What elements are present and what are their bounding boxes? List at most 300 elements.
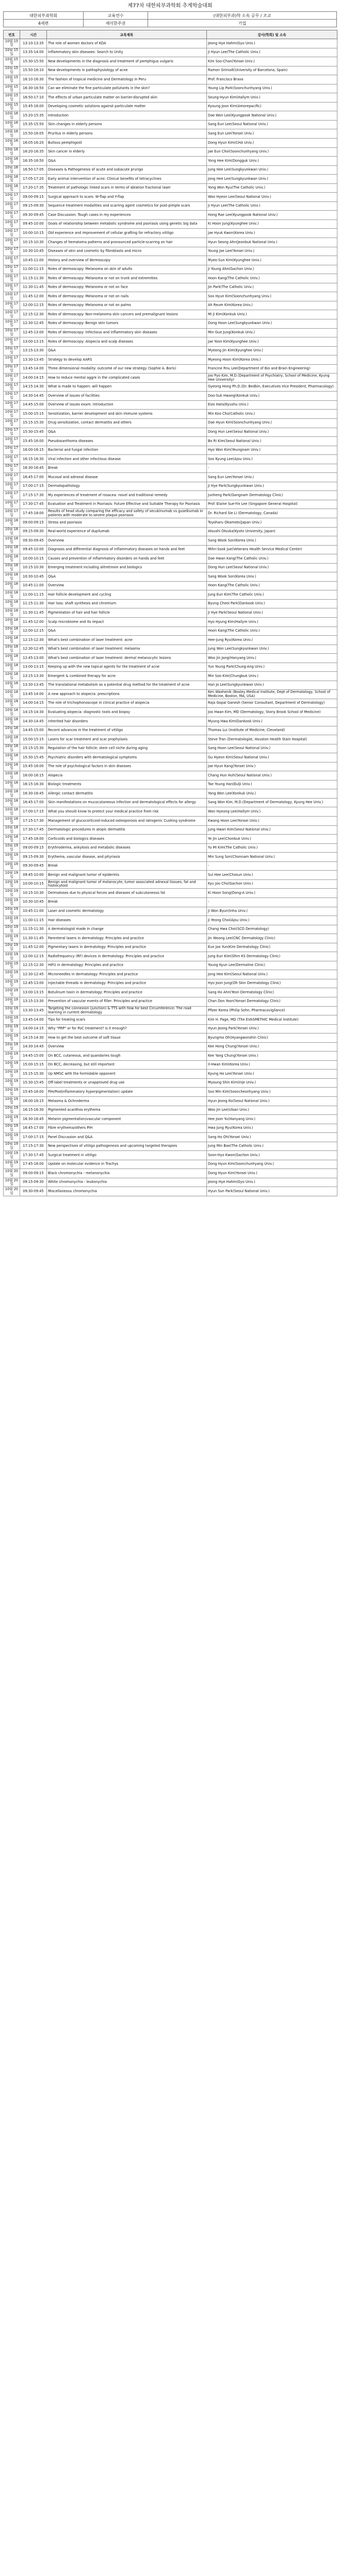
row-time: 13:15-13:30 xyxy=(20,346,47,355)
row-date: 10월 16일 xyxy=(4,183,20,193)
row-title: Dermatologic procedures in atopic dermatitis xyxy=(47,825,207,835)
row-date: 10월 16일 xyxy=(4,147,20,157)
row-time: 12:45-13:00 xyxy=(20,654,47,663)
row-speaker: Toyoharu Okamoto(Japan Univ.) xyxy=(207,518,337,527)
row-time: 13:45-14:00 xyxy=(20,690,47,699)
row-date: 10월 17일 xyxy=(4,473,20,482)
row-date: 10월 18일 xyxy=(4,618,20,627)
row-title: Bullous pemphigoid xyxy=(47,139,207,148)
table-row xyxy=(4,771,337,781)
document-title: 제77차 대한피부과학회 추계학술대회 xyxy=(127,3,213,9)
row-time: 09:45-10:00 xyxy=(20,871,47,880)
row-speaker: Sang Ho Oh(Yonsei Univ.) xyxy=(207,1133,337,1142)
row-time: 14:00-14:15 xyxy=(20,699,47,708)
row-time: 09:15-09:30 xyxy=(20,201,47,211)
row-time: 09:30-09:45 xyxy=(20,211,47,220)
row-title: Can we eliminate the fine particulate pollutants in the skin? xyxy=(47,84,207,93)
row-date: 10월 18일 xyxy=(4,626,20,636)
row-date: 10월 19일 xyxy=(4,943,20,952)
table-row xyxy=(4,464,337,473)
row-speaker: Kyung Ho Lee(Yonsei Univ.) xyxy=(207,1070,337,1079)
row-date: 10월 19일 xyxy=(4,1060,20,1070)
row-title: Stress and psoriasis xyxy=(47,518,207,527)
row-speaker: Ji Hyun Lee(The Catholic Univ.) xyxy=(207,48,337,57)
row-speaker: Gyeong Hong Ph.D.(Dr. Bedbin, Executives Vice President, Pharmacology) xyxy=(207,382,337,392)
row-time: 09:45-10:00 xyxy=(20,545,47,554)
table-row xyxy=(4,418,337,428)
row-title: Three dimensional modality: outcome of our new strategy (Sophie A. Boris) xyxy=(47,364,207,374)
row-title: Keeping up with the new topical agents for the treatment of acne xyxy=(47,663,207,672)
info-row xyxy=(4,20,337,27)
table-row xyxy=(4,1160,337,1169)
row-speaker: Ramon Grimalt(University of Barcelona, Spain) xyxy=(207,66,337,75)
row-date: 10월 17일 xyxy=(4,374,20,383)
row-date: 10월 17일 xyxy=(4,219,20,229)
row-speaker: Joo Pyo Kim, M.D.(Department of Psychiatry, School of Medicine, Kyung Hee University) xyxy=(207,374,337,383)
row-date: 10월 18일 xyxy=(4,735,20,744)
row-date: 10월 17일 xyxy=(4,193,20,202)
table-row xyxy=(4,871,337,880)
row-title: Miscellaneous chromonychia xyxy=(47,1187,207,1196)
row-speaker: Jong Hee Kim(Seoul National Univ.) xyxy=(207,970,337,979)
row-title: New perspectives of vitiligo pathogenesis and upcoming targeted therapies xyxy=(47,1142,207,1151)
row-time: 13:00-13:15 xyxy=(20,663,47,672)
row-speaker: Jung Hee Lee(Sungkyunkwan Univ.) xyxy=(207,165,337,175)
table-row xyxy=(4,563,337,572)
row-title: Diseases & Pathogenesis of acute and subacute prurigo xyxy=(47,165,207,175)
row-title: Drug sensitization, contact dermatitis and others xyxy=(47,418,207,428)
row-date: 10월 15일 xyxy=(4,48,20,57)
row-time: 17:20-17:35 xyxy=(20,183,47,193)
row-date: 10월 18일 xyxy=(4,789,20,799)
row-title: Botulinum toxin in dermatology: Principles and practice xyxy=(47,988,207,997)
row-time: 11:15-11:30 xyxy=(20,925,47,934)
row-speaker: Sang Eun Lee(Yonsei Univ.) xyxy=(207,473,337,482)
row-title: Roles of dermoscopy: Melanoma on skin of adults xyxy=(47,265,207,274)
row-title: On BCC, cutaneous, and quandaries tough xyxy=(47,1052,207,1061)
row-speaker: - xyxy=(207,464,337,473)
row-title: New developments in pathophysiology of acne xyxy=(47,66,207,75)
row-title: Roles of dermoscopy: Melanoma or not on trunk and extremities xyxy=(47,274,207,283)
row-title: Q&A xyxy=(47,157,207,166)
row-time: 15:35-15:50 xyxy=(20,120,47,129)
row-time: 14:30-14:45 xyxy=(20,1042,47,1052)
row-date: 10월 18일 xyxy=(4,807,20,817)
row-date: 10월 17일 xyxy=(4,337,20,347)
row-date: 10월 18일 xyxy=(4,780,20,789)
row-speaker: Hee Joon Yu(Hanyang Univ.) xyxy=(207,1115,337,1124)
row-speaker: Atsushi Otsuka(Kyoto University, Japan) xyxy=(207,527,337,536)
row-time: 17:00-17:15 xyxy=(20,1133,47,1142)
row-time: 15:50-16:10 xyxy=(20,66,47,75)
row-date: 10월 18일 xyxy=(4,645,20,654)
table-row xyxy=(4,536,337,546)
table-row xyxy=(4,410,337,419)
row-speaker: Myung Hwa Kim(Dankook Univ.) xyxy=(207,717,337,726)
row-time: 10:45-11:00 xyxy=(20,581,47,590)
table-row xyxy=(4,618,337,627)
table-row xyxy=(4,825,337,835)
info-cell: 기업 xyxy=(148,20,337,27)
row-speaker: Ken Washenik (Bosley Medical Institute, Dept of Dermatology, School of Medicine, Boston, MA, USA) xyxy=(207,690,337,699)
table-row xyxy=(4,518,337,527)
row-time: 10:45-11:00 xyxy=(20,907,47,916)
table-row xyxy=(4,708,337,717)
row-title: What's best combination of laser treatment: dermal melanocytic lesions xyxy=(47,654,207,663)
row-title: PIH/Postinflammatory hyperpigmentation) update xyxy=(47,1088,207,1097)
row-speaker: Junheng Park(Gangnam Dermatology Clinic) xyxy=(207,491,337,500)
row-time: 10:00-10:15 xyxy=(20,554,47,564)
row-date: 10월 17일 xyxy=(4,382,20,392)
row-time: 16:30-16:45 xyxy=(20,464,47,473)
row-time: 11:30-11:45 xyxy=(20,934,47,943)
row-date: 10월 19일 xyxy=(4,1078,20,1088)
row-speaker: Hyun Jeong Ko(Seoul National Univ.) xyxy=(207,1096,337,1106)
row-time: 16:30-16:50 xyxy=(20,84,47,93)
row-time: 15:20-15:35 xyxy=(20,111,47,121)
row-title: Injectable threads in dermatology: Principles and practice xyxy=(47,979,207,988)
row-title: Mucosal and adnexal disease xyxy=(47,473,207,482)
row-date: 10월 16일 xyxy=(4,139,20,148)
table-row xyxy=(4,861,337,871)
row-time: 17:15-17:30 xyxy=(20,491,47,500)
row-time: 15:00-15:15 xyxy=(20,735,47,744)
row-title: Developing cosmetic solutions against particulate matter xyxy=(47,102,207,111)
row-time: 16:15-16:30 xyxy=(20,1106,47,1115)
row-speaker: Dae Hyun Kim(Soonchunhyang Univ.) xyxy=(207,418,337,428)
table-row xyxy=(4,428,337,437)
row-speaker: Sul Hee Lee(Chosun Univ.) xyxy=(207,871,337,880)
row-title: Hair follicle development and cycling xyxy=(47,590,207,600)
column-header-date: 번호 xyxy=(4,30,20,39)
row-title: Q&A xyxy=(47,428,207,437)
table-row xyxy=(4,1088,337,1097)
row-date: 10월 17일 xyxy=(4,392,20,401)
table-row xyxy=(4,817,337,826)
row-speaker: Byungmo Oh(Hyangwonshin Clinic) xyxy=(207,1033,337,1043)
row-date: 10월 17일 xyxy=(4,346,20,355)
row-time: 09:30-09:45 xyxy=(20,536,47,546)
row-title: HIFU in dermatology: Principles and practice xyxy=(47,961,207,970)
row-time: 10:30-10:45 xyxy=(20,247,47,256)
table-row xyxy=(4,183,337,193)
table-row xyxy=(4,889,337,898)
row-date: 10월 19일 xyxy=(4,1142,20,1151)
row-title: Viral infection and other infectious disease xyxy=(47,455,207,464)
row-time: 16:45-17:00 xyxy=(20,1124,47,1133)
table-row xyxy=(4,509,337,518)
table-row xyxy=(4,1124,337,1133)
row-speaker: Myeo-Sun Kim(Kyunghee Univ.) xyxy=(207,256,337,265)
row-date: 10월 19일 xyxy=(4,916,20,925)
table-row xyxy=(4,970,337,979)
row-title: Emerging treatment including alitretinoin and biologics xyxy=(47,563,207,572)
row-title: White chromonychia - leukonychia xyxy=(47,1178,207,1187)
row-speaker: Hoon Kang(The Catholic Univ.) xyxy=(207,274,337,283)
table-row xyxy=(4,925,337,934)
row-time: 12:15-12:30 xyxy=(20,636,47,645)
table-row xyxy=(4,292,337,301)
row-time: 10:15-10:30 xyxy=(20,238,47,247)
row-date: 10월 15일 xyxy=(4,84,20,93)
row-speaker: Dong Hoon Lee(Sungkyunkwan Univ.) xyxy=(207,319,337,328)
table-row xyxy=(4,681,337,690)
row-title: Roles of dermoscopy: Melanoma or not on palms xyxy=(47,301,207,310)
row-date: 10월 18일 xyxy=(4,699,20,708)
row-title: Pigmentary lasers in dermatology: Principles and practice xyxy=(47,943,207,952)
row-title: Diseases of skin and cosmetic by fibroblasts and micro xyxy=(47,247,207,256)
table-row xyxy=(4,636,337,645)
row-title: Inflammatory skin diseases: Search to Unity xyxy=(47,48,207,57)
row-date: 10월 17일 xyxy=(4,256,20,265)
row-title: Benign and malignant tumor of melanocyte, tumor associated adnexal tissues, fat and histiocytoid xyxy=(47,879,207,889)
row-date: 10월 18일 xyxy=(4,554,20,564)
row-time: 14:45-15:00 xyxy=(20,400,47,410)
table-row xyxy=(4,897,337,907)
row-time: 16:15-16:30 xyxy=(20,455,47,464)
row-date: 10월 17일 xyxy=(4,455,20,464)
table-row xyxy=(4,879,337,889)
row-title: The effects of urban particulate matter on barrier-disrupted skin xyxy=(47,93,207,103)
row-speaker: - xyxy=(207,897,337,907)
row-title: Psychiatric disorders with dermatological symptoms xyxy=(47,753,207,762)
row-date: 10월 19일 xyxy=(4,1052,20,1061)
row-speaker: Sang Won Kim, M.D.(Department of Dermatology, Kyung Hee Univ.) xyxy=(207,798,337,807)
row-date: 10월 17일 xyxy=(4,292,20,301)
row-date: 10월 18일 xyxy=(4,717,20,726)
row-date: 10월 20일 xyxy=(4,1187,20,1196)
table-row xyxy=(4,1096,337,1106)
table-row xyxy=(4,139,337,148)
row-title: Skin cancer in elderly xyxy=(47,147,207,157)
row-title: Old experience and improvement of cellular grafting for refractory vitiligo xyxy=(47,229,207,238)
table-row xyxy=(4,1115,337,1124)
row-title: Sensitization, barrier development and skin immune systems xyxy=(47,410,207,419)
table-row xyxy=(4,337,337,347)
row-time: 11:45-12:00 xyxy=(20,943,47,952)
row-speaker: Ye Jin Lee(Chonbuk Univ.) xyxy=(207,835,337,844)
row-title: Erythema, vascular disease, and pityriasis xyxy=(47,853,207,862)
row-title: Overview xyxy=(47,1042,207,1052)
row-title: Roles of dermoscopy: Melanoma or not on face xyxy=(47,283,207,292)
row-title: Overview of issues of facilities xyxy=(47,392,207,401)
row-speaker: Yong Won Ryu(The Catholic Univ.) xyxy=(207,183,337,193)
row-date: 10월 17일 xyxy=(4,500,20,509)
row-time: 13:15-13:30 xyxy=(20,997,47,1006)
row-title: Prevention of vascular events of filler: Principles and practice xyxy=(47,997,207,1006)
table-header-row xyxy=(4,30,337,39)
table-row xyxy=(4,599,337,608)
row-speaker: Ki Hoon Song(Dong-A Univ.) xyxy=(207,889,337,898)
row-speaker: Han Jo Lee(Sungkyunkwan Univ.) xyxy=(207,681,337,690)
table-row xyxy=(4,527,337,536)
table-row xyxy=(4,111,337,121)
row-time: 09:15-09:30 xyxy=(20,527,47,536)
row-title: Melanin pigmentation/vascular component xyxy=(47,1115,207,1124)
table-row xyxy=(4,446,337,455)
row-date: 10월 19일 xyxy=(4,1096,20,1106)
row-time: 15:45-16:00 xyxy=(20,437,47,446)
row-time: 10:15-10:30 xyxy=(20,889,47,898)
row-time: 15:15-15:30 xyxy=(20,744,47,753)
table-row xyxy=(4,346,337,355)
table-row xyxy=(4,997,337,1006)
row-speaker: Jung Won Lee(Sungkyunkwan Univ.) xyxy=(207,645,337,654)
row-speaker: Dr. Richard Sie Li (Dermatology, Canada) xyxy=(207,509,337,518)
row-date: 10월 15일 xyxy=(4,66,20,75)
row-time: 12:15-12:30 xyxy=(20,961,47,970)
row-time: 17:45-18:00 xyxy=(20,835,47,844)
row-time: 13:15-13:30 xyxy=(20,672,47,681)
row-time: 09:00-09:15 xyxy=(20,843,47,853)
row-date: 10월 17일 xyxy=(4,464,20,473)
table-row xyxy=(4,943,337,952)
table-row xyxy=(4,1070,337,1079)
row-speaker: Myoung Shin Kim(Inje Univ.) xyxy=(207,1078,337,1088)
table-row xyxy=(4,1042,337,1052)
row-speaker: Jung Eun Kim(The Catholic Univ.) xyxy=(207,590,337,600)
table-row xyxy=(4,1052,337,1061)
row-title: Overview xyxy=(47,581,207,590)
row-time: 14:30-14:45 xyxy=(20,392,47,401)
info-row xyxy=(4,12,337,20)
row-speaker: Min Sung Son(Chonnam National Univ.) xyxy=(207,853,337,862)
row-time: 09:15-09:30 xyxy=(20,1178,47,1187)
row-speaker: Kim H. Page, MD (The EVASMETHIC Medical Institute) xyxy=(207,1015,337,1025)
row-speaker: Yang Won Lee(Konkuk Univ.) xyxy=(207,789,337,799)
row-time: 09:00-09:15 xyxy=(20,518,47,527)
table-row xyxy=(4,382,337,392)
row-time: 16:20-16:35 xyxy=(20,147,47,157)
row-date: 10월 19일 xyxy=(4,1015,20,1025)
row-date: 10월 18일 xyxy=(4,608,20,618)
row-time: 15:00-15:15 xyxy=(20,410,47,419)
row-title: Roles of dermoscopy: Melanoma or not on nails xyxy=(47,292,207,301)
row-time: 14:15-14:30 xyxy=(20,1033,47,1043)
row-title: Hair diseases xyxy=(47,916,207,925)
row-speaker: Jung Eun Kim(Ohm KS Dermatology Clinic) xyxy=(207,952,337,961)
row-date: 10월 17일 xyxy=(4,482,20,491)
row-speaker: Sang Ho Ahn(Yeon Dermatology Clinic) xyxy=(207,988,337,997)
row-title: What's best combination of laser treatment: acne xyxy=(47,636,207,645)
row-time: 10:00-10:15 xyxy=(20,879,47,889)
row-title: Microneedles in dermatology: Principles and practice xyxy=(47,970,207,979)
row-title: Fibre erythema/others PIH xyxy=(47,1124,207,1133)
row-title: Update on molecular evidence in Trachys xyxy=(47,1160,207,1169)
row-title: Pseudoxanthoma diseases xyxy=(47,437,207,446)
table-row xyxy=(4,952,337,961)
row-speaker: Kim Soo-Chan(Yonsei Univ.) xyxy=(207,57,337,66)
table-row xyxy=(4,645,337,654)
row-time: 15:30-15:45 xyxy=(20,753,47,762)
table-row xyxy=(4,1006,337,1015)
row-date: 10월 16일 xyxy=(4,157,20,166)
row-time: 17:45-18:00 xyxy=(20,509,47,518)
table-row xyxy=(4,961,337,970)
row-title: Dermatoses due to physical forces and diseases of subcutaneous fat xyxy=(47,889,207,898)
row-speaker: Kyoung Joon Kim(Amorepacific) xyxy=(207,102,337,111)
table-row xyxy=(4,301,337,310)
table-row xyxy=(4,988,337,997)
row-date: 10월 17일 xyxy=(4,229,20,238)
row-speaker: Jae Hyun Kang(Yonsei Univ.) xyxy=(207,762,337,771)
row-time: 11:00-11:15 xyxy=(20,590,47,600)
row-date: 10월 17일 xyxy=(4,211,20,220)
row-speaker: Jae Eun Choi(Soonchunhyang Univ.) xyxy=(207,147,337,157)
table-row xyxy=(4,717,337,726)
row-speaker: Thomas Lui (Institute of Medicine, Cleveland) xyxy=(207,726,337,735)
row-title: Pigmentation of hair and hair follicle xyxy=(47,608,207,618)
row-title: Causes and prevention of inflammatory disorders on hands and feet xyxy=(47,554,207,564)
row-date: 10월 18일 xyxy=(4,753,20,762)
row-title: Allergic contact dermatitis xyxy=(47,789,207,799)
row-date: 10월 19일 xyxy=(4,1106,20,1115)
row-date: 10월 17일 xyxy=(4,410,20,419)
row-title: Diagnosis and differential diagnosis of inflammatory diseases on hands and feet xyxy=(47,545,207,554)
table-row xyxy=(4,392,337,401)
row-date: 10월 19일 xyxy=(4,961,20,970)
row-time: 15:50-16:05 xyxy=(20,129,47,139)
row-time: 11:00-11:15 xyxy=(20,265,47,274)
row-title: Strategy to develop AARS xyxy=(47,355,207,365)
table-row xyxy=(4,482,337,491)
row-title: A new approach to alopecia: prescriptions xyxy=(47,690,207,699)
row-title: Case Discussion: Tough cases in my experiences xyxy=(47,211,207,220)
row-date: 10월 17일 xyxy=(4,283,20,292)
row-time: 10:00-10:15 xyxy=(20,229,47,238)
column-header-speaker: 강사(학회) 및 소속 xyxy=(207,30,337,39)
row-date: 10월 18일 xyxy=(4,572,20,582)
table-row xyxy=(4,219,337,229)
row-speaker: Joo Hwan Kim, MD (Dermatology, Stony Brook School of Medicine) xyxy=(207,708,337,717)
table-row xyxy=(4,726,337,735)
row-time: 12:30-12:45 xyxy=(20,319,47,328)
row-title: Melasma & Ochroderma xyxy=(47,1096,207,1106)
row-speaker: Eun Joo Yun(Kim Dermatology Clinic) xyxy=(207,943,337,952)
row-speaker: Ji Hye Park(Seoul National Univ.) xyxy=(207,608,337,618)
row-title: Surgical approach to scars: W-flap and Y-flap xyxy=(47,193,207,202)
row-title: Bacterial and fungal infection xyxy=(47,446,207,455)
row-speaker: Hyo Won Kim(Yeungnam Univ.) xyxy=(207,446,337,455)
table-row xyxy=(4,1142,337,1151)
info-table xyxy=(3,11,337,27)
row-time: 16:35-16:50 xyxy=(20,157,47,166)
row-time: 09:30-09:45 xyxy=(20,861,47,871)
table-row xyxy=(4,437,337,446)
row-date: 10월 19일 xyxy=(4,1133,20,1142)
table-row xyxy=(4,1033,337,1043)
table-row xyxy=(4,590,337,600)
row-speaker: Jeong Hye Hahm(Gyo Univ.) xyxy=(207,39,337,48)
row-speaker: Ki Hoon Jung(Kyunghee Univ.) xyxy=(207,219,337,229)
row-time: 15:15-15:30 xyxy=(20,1070,47,1079)
row-time: 13:30-13:45 xyxy=(20,355,47,365)
row-speaker: Hong Rae Lee(Kyungpook National Univ.) xyxy=(207,211,337,220)
row-time: 11:00-11:15 xyxy=(20,916,47,925)
row-title: How to reduce mental aggre in the complicated cases xyxy=(47,374,207,383)
row-date: 10월 17일 xyxy=(4,328,20,337)
table-row xyxy=(4,473,337,482)
row-title: What is made to happen: will happen xyxy=(47,382,207,392)
row-date: 10월 18일 xyxy=(4,636,20,645)
row-speaker: Dong Hun Lee(Seoul National Univ.) xyxy=(207,428,337,437)
row-speaker: Hoon Kang(The Catholic Univ.) xyxy=(207,581,337,590)
row-title: The role of trichophonoscope in clinical practice of alopecia xyxy=(47,699,207,708)
row-time: 16:00-16:15 xyxy=(20,771,47,781)
row-title: Why "PRP" or for PoC treatment? is it enough? xyxy=(47,1024,207,1033)
row-date: 10월 19일 xyxy=(4,1151,20,1160)
row-time: 15:15-15:30 xyxy=(20,418,47,428)
